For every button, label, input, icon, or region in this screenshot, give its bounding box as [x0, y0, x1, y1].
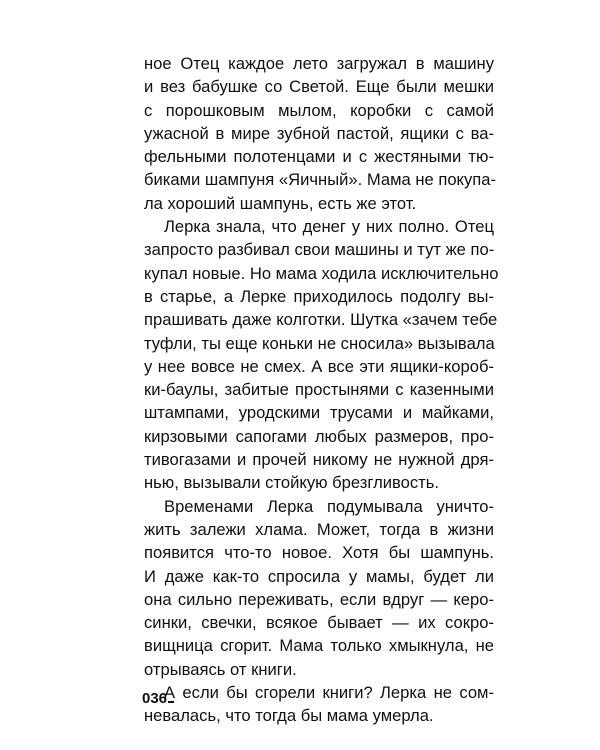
text-line: у нее вовсе не смех. А все эти ящики-короб- [144, 356, 494, 376]
text-line: нью, вызывали стойкую брезгливость. [144, 473, 440, 493]
text-line: прашивать даже колготки. Шутка «зачем тебе [144, 310, 498, 330]
text-line: И даже как-то спросила у мамы, будет ли [144, 566, 494, 586]
text-line: ки-баулы, забитые простынями с казенными [144, 380, 494, 400]
text-line: появится что-то новое. Хотя бы шампунь. [144, 543, 494, 563]
text-line: ла хороший шампунь, есть же этот. [144, 193, 417, 213]
text-line: синки, свечки, всякое бывает — их сокро- [144, 613, 494, 633]
text-line: купал новые. Но мама ходила исключительно [144, 263, 499, 283]
text-line: кирзовыми сапогами любых размеров, про- [144, 426, 494, 446]
body-text [144, 52, 499, 728]
text-line: биками шампуня «Яичный». Мама не покупа- [144, 170, 497, 190]
text-line: туфли, ты еще коньки не сносила» вызывала [144, 333, 495, 353]
text-line: невалась, что тогда бы мама умерла. [144, 706, 434, 726]
text-line: отрываясь от книги. [144, 659, 297, 679]
text-line: А если бы сгорели книги? Лерка не сом- [164, 683, 494, 703]
page-number-value: 036 [142, 690, 168, 707]
text-line: фельными полотенцами и с жестяными тю- [144, 147, 494, 167]
page-number-underline [168, 690, 174, 703]
text-line: она сильно переживать, если вдруг — керо- [144, 589, 494, 609]
text-line: запросто разбивал свои машины и тут же по- [144, 240, 495, 260]
text-line: Лерка знала, что денег у них полно. Отец [164, 217, 494, 237]
text-line: ужасной в мире зубной пастой, ящики с ва- [144, 123, 494, 143]
text-line: жить залежи хлама. Может, тогда в жизни [144, 519, 494, 539]
text-line: и вез бабушке со Светой. Еще были мешки [144, 77, 494, 97]
text-line: тивогазами и прочей никому не нужной дря- [144, 450, 494, 470]
page-number [142, 690, 174, 707]
text-line: вищница сгорит. Мама только хмыкнула, не [144, 636, 494, 656]
text-line: Временами Лерка подумывала уничто- [164, 496, 494, 516]
text-line: штампами, уродскими трусами и майками, [144, 403, 494, 423]
text-line: с порошковым мылом, коробки с самой [144, 100, 494, 120]
text-line: в старье, а Лерке приходилось подолгу вы- [144, 286, 494, 306]
text-line: ное Отец каждое лето загружал в машину [144, 54, 494, 73]
